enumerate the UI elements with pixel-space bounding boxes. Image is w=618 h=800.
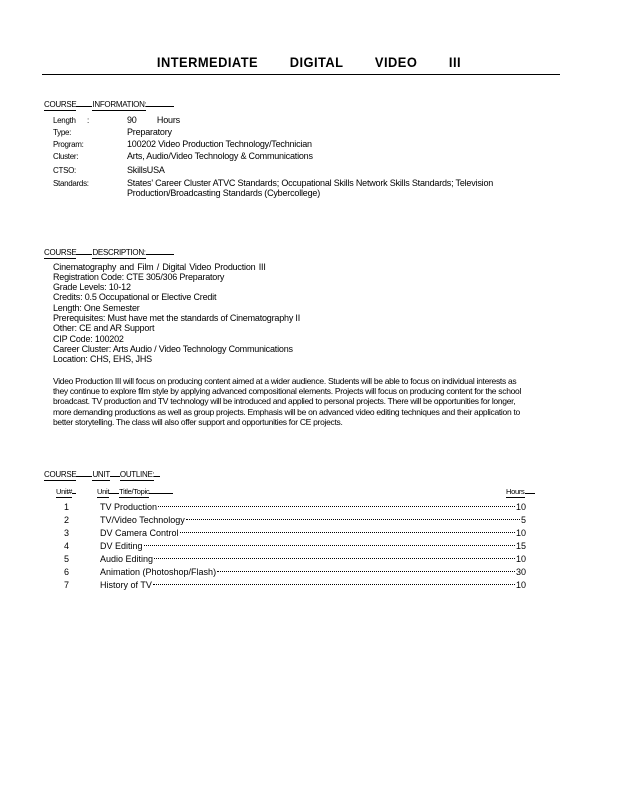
unit-number: 2	[64, 515, 70, 525]
unit-topic: DV Camera Control	[100, 528, 179, 538]
course-description-heading	[44, 248, 174, 257]
description-line-5: Length: One Semester	[53, 303, 140, 313]
heading-word-description: DESCRIPTION:	[92, 248, 146, 257]
description-paragraph-text: Video Production III will focus on producing content aimed at a wider audience. Students will be able to focus on individual interests as they continue to explore film style by applying advanced compositional elements. Projects will focus on producing content for the school broadcast. TV production and TV technology will be introduced and applied to personal projects. There will be opportunities for longer, more demanding productions as well as group projects. Emphasis will be on advanced video editing techniques and their application to better storytelling. The class will also offer support and opportunities for CE projects.	[53, 376, 522, 427]
info-value-standards-line2: Production/Broadcasting Standards (Cybercollege)	[127, 188, 321, 198]
unit-hours: 30	[515, 567, 526, 577]
dot-leader	[154, 558, 515, 559]
unit-hours: 10	[515, 502, 526, 512]
course-unit-outline-heading	[44, 470, 160, 479]
dot-leader	[158, 506, 515, 507]
column-header-hours: Hours	[506, 487, 535, 496]
description-line-1: Cinematography and Film / Digital Video Production III	[53, 262, 266, 272]
unit-number: 5	[64, 554, 70, 564]
unit-topic: Animation (Photoshop/Flash)	[100, 567, 217, 577]
info-label-length: Length	[53, 116, 76, 125]
unit-hours: 10	[515, 528, 526, 538]
heading-word-unit: UNIT	[92, 470, 110, 479]
unit-topic: DV Editing	[100, 541, 143, 551]
page-title: INTERMEDIATE DIGITAL VIDEO III	[156, 54, 462, 70]
unit-topic: Audio Editing	[100, 554, 154, 564]
unit-row	[60, 502, 526, 514]
heading-word-course: COURSE	[44, 100, 77, 109]
dot-leader	[186, 519, 520, 520]
unit-number: 1	[64, 502, 70, 512]
info-label-program: Program:	[53, 140, 84, 149]
description-line-7: Other: CE and AR Support	[53, 323, 155, 333]
description-line-9: Career Cluster: Arts Audio / Video Technology Communications	[53, 344, 293, 354]
title-divider	[42, 74, 560, 75]
dot-leader	[144, 545, 515, 546]
unit-row	[60, 515, 526, 527]
description-paragraph	[53, 376, 533, 427]
info-value-ctso: SkillsUSA	[127, 165, 165, 175]
unit-number: 4	[64, 541, 70, 551]
heading-word-outline: OUTLINE:	[119, 470, 155, 479]
unit-topic: TV Production	[100, 502, 158, 512]
unit-hours: 10	[515, 580, 526, 590]
info-label-ctso: CTSO:	[53, 166, 76, 175]
unit-hours: 10	[515, 554, 526, 564]
unit-row	[60, 567, 526, 579]
description-line-8: CIP Code: 100202	[53, 334, 124, 344]
course-information-heading	[44, 100, 174, 109]
info-value-program: 100202 Video Production Technology/Technician	[127, 139, 312, 149]
heading-word-information: INFORMATION:	[92, 100, 147, 109]
dot-leader	[153, 584, 515, 585]
heading-word-course: COURSE	[44, 248, 77, 257]
info-label-cluster: Cluster:	[53, 152, 79, 161]
dot-leader	[217, 571, 515, 572]
unit-topic: History of TV	[100, 580, 152, 590]
unit-number: 6	[64, 567, 70, 577]
info-value-cluster: Arts, Audio/Video Technology & Communications	[127, 151, 313, 161]
info-label-standards: Standards:	[53, 179, 89, 188]
info-value-length: 90 Hours	[127, 115, 180, 125]
description-line-2: Registration Code: CTE 305/306 Preparatory	[53, 272, 225, 282]
unit-row	[60, 541, 526, 553]
column-header-title-topic: Unit Title/Topic	[97, 487, 173, 496]
description-line-3: Grade Levels: 10-12	[53, 282, 131, 292]
unit-row	[60, 554, 526, 566]
unit-hours: 5	[520, 515, 526, 525]
heading-word-course: COURSE	[44, 470, 77, 479]
column-header-unit-number: Unit#	[56, 487, 76, 496]
unit-row	[60, 580, 526, 592]
description-line-6: Prerequisites: Must have met the standards of Cinematography II	[53, 313, 301, 323]
info-value-type: Preparatory	[127, 127, 172, 137]
unit-topic: TV/Video Technology	[100, 515, 185, 525]
description-line-4: Credits: 0.5 Occupational or Elective Credit	[53, 292, 217, 302]
unit-hours: 15	[515, 541, 526, 551]
info-label-type: Type:	[53, 128, 72, 137]
unit-number: 3	[64, 528, 70, 538]
info-colon: :	[87, 116, 90, 125]
dot-leader	[180, 532, 515, 533]
info-value-standards-line1: States' Career Cluster ATVC Standards; Occupational Skills Network Skills Standards; Television	[127, 178, 494, 188]
unit-row	[60, 528, 526, 540]
unit-number: 7	[64, 580, 70, 590]
description-line-10: Location: CHS, EHS, JHS	[53, 354, 152, 364]
